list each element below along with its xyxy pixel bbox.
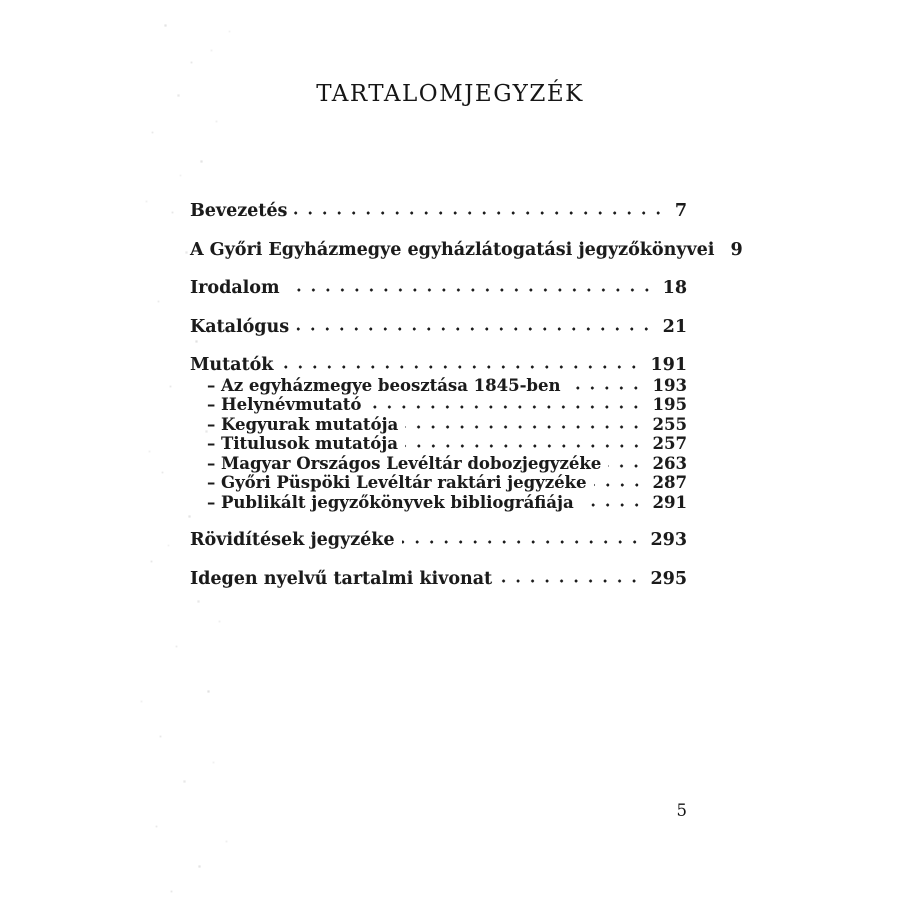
toc-entry-label: – Kegyurak mutatója bbox=[207, 414, 399, 434]
toc-entry bbox=[190, 318, 687, 338]
toc-entry-label: – Győri Püspöki Levéltár raktári jegyzéke bbox=[207, 473, 587, 492]
dot-leader bbox=[608, 464, 643, 469]
toc-entry-label: Katalógus bbox=[190, 316, 290, 337]
toc-entry bbox=[190, 376, 687, 396]
toc-entry-page: 263 bbox=[652, 453, 687, 473]
dot-leader bbox=[280, 365, 641, 370]
toc-entry bbox=[190, 279, 687, 299]
toc-entry-page: 287 bbox=[652, 473, 687, 492]
toc-entry-page: 257 bbox=[652, 434, 687, 453]
toc-entry-label: Irodalom bbox=[190, 278, 280, 298]
dot-leader bbox=[402, 540, 642, 545]
dot-leader bbox=[581, 503, 644, 508]
toc-entry bbox=[190, 531, 687, 551]
toc-entry bbox=[190, 202, 687, 222]
toc-entry-page: 255 bbox=[652, 414, 687, 434]
toc-list bbox=[190, 201, 743, 589]
dot-leader bbox=[405, 425, 643, 430]
toc-entry bbox=[190, 570, 687, 590]
toc-entry-label: A Győri Egyházmegye egyházlátogatási jegyzőkönyvei bbox=[190, 239, 715, 260]
dot-leader bbox=[405, 444, 644, 449]
toc-entry-page: 295 bbox=[650, 568, 687, 589]
scan-noise-speckles bbox=[0, 0, 1, 1]
toc-entry-label: Bevezetés bbox=[190, 201, 288, 221]
dot-leader bbox=[499, 579, 641, 584]
dot-leader bbox=[294, 211, 665, 216]
toc-entry bbox=[190, 434, 687, 454]
toc-entry-page: 195 bbox=[652, 395, 687, 414]
toc-entry-page: 191 bbox=[650, 355, 687, 375]
toc-entry bbox=[190, 239, 743, 261]
toc-entry-page: 18 bbox=[662, 278, 687, 298]
toc-entry bbox=[190, 356, 687, 376]
toc-entry-page: 21 bbox=[662, 316, 687, 337]
toc-entry-label: Mutatók bbox=[190, 355, 274, 375]
page-title: TARTALOMJEGYZÉK bbox=[316, 81, 584, 108]
dot-leader bbox=[567, 386, 643, 391]
toc-entry-label: – Publikált jegyzőkönyvek bibliográfiája bbox=[207, 492, 574, 512]
toc-entry-label: – Az egyházmegye beosztása 1845-ben bbox=[207, 375, 561, 395]
toc-entry-label: Rövidítések jegyzéke bbox=[190, 530, 395, 550]
toc-entry-page: 7 bbox=[674, 201, 687, 221]
toc-entry-page: 293 bbox=[650, 530, 687, 550]
dot-leader bbox=[296, 327, 654, 332]
page-number: 5 bbox=[676, 801, 687, 820]
toc-entry bbox=[190, 454, 687, 474]
toc-entry-label: – Helynévmutató bbox=[207, 395, 362, 414]
toc-entry bbox=[190, 473, 687, 493]
toc-entry-label: – Titulusok mutatója bbox=[207, 434, 398, 453]
dot-leader bbox=[368, 405, 643, 410]
dot-leader bbox=[594, 483, 644, 488]
toc-entry bbox=[190, 395, 687, 415]
toc-entry bbox=[190, 415, 687, 435]
toc-entry-label: – Magyar Országos Levéltár dobozjegyzéke bbox=[207, 453, 602, 473]
toc-entry bbox=[190, 493, 687, 513]
toc-entry-page: 193 bbox=[652, 375, 687, 395]
dot-leader bbox=[287, 288, 654, 293]
toc-entry-label: Idegen nyelvű tartalmi kivonat bbox=[190, 568, 493, 589]
toc-entry-page: 291 bbox=[652, 492, 687, 512]
toc-entry-page: 9 bbox=[730, 239, 743, 260]
